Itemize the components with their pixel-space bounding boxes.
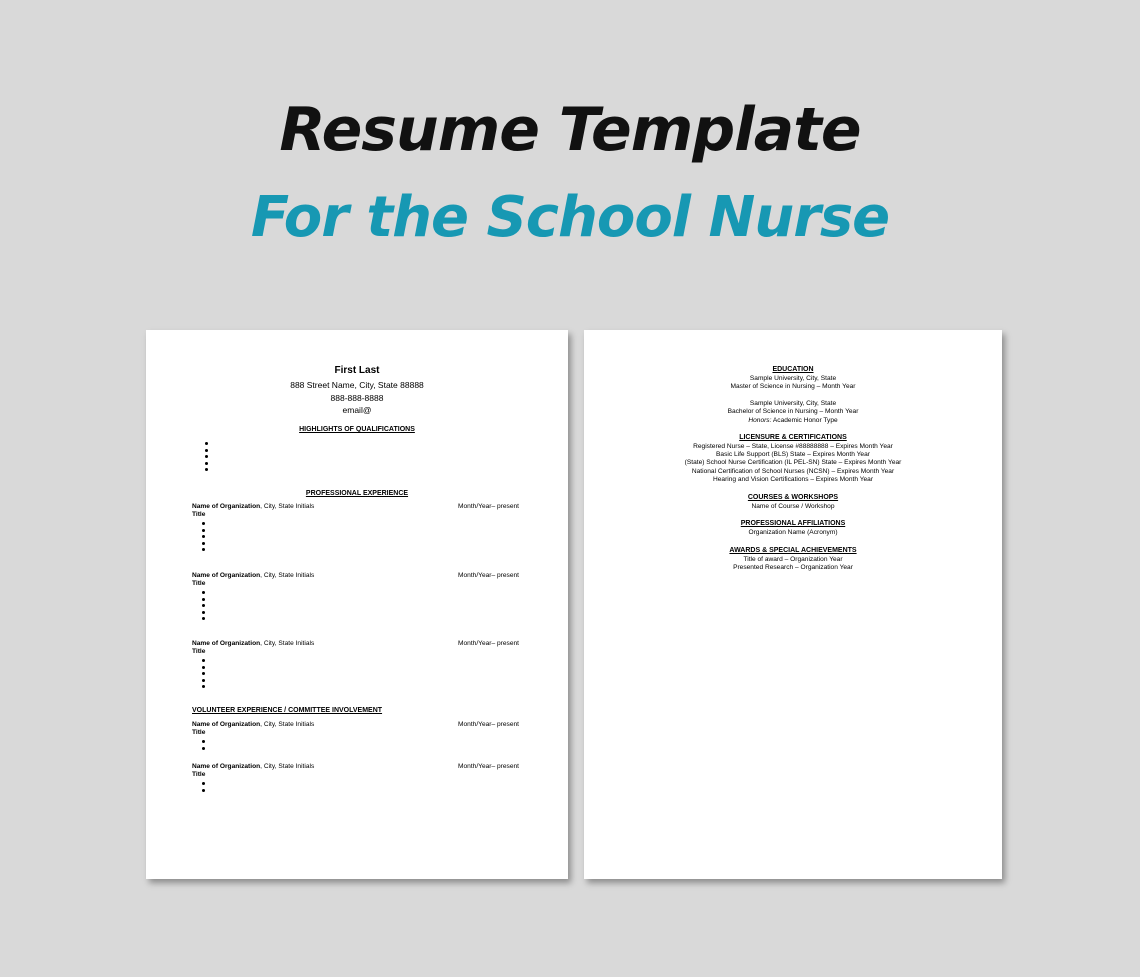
resume-address: 888 Street Name, City, State 88888 — [290, 380, 424, 390]
awards-line: Title of award – Organization Year — [743, 556, 843, 563]
organization-location: , City, State Initials — [260, 572, 315, 579]
licensure-line: (State) School Nurse Certification (IL PEL-SN) State – Expires Month Year — [684, 459, 902, 466]
banner-subtitle: For the School Nurse — [250, 185, 890, 250]
entry-date: Month/Year– present — [458, 572, 519, 579]
resume-phone: 888-888-8888 — [330, 393, 384, 403]
education-heading: EDUCATION — [772, 366, 814, 373]
resume-page-2 — [584, 330, 1002, 879]
organization-name: Name of Organization — [192, 640, 261, 647]
list-bullet — [202, 598, 205, 601]
entry-bullets — [202, 519, 205, 553]
organization-name: Name of Organization — [192, 721, 261, 728]
organization-location: , City, State Initials — [260, 503, 315, 510]
education-line: Sample University, City, State — [749, 375, 837, 382]
awards-line: Presented Research – Organization Year — [733, 564, 853, 571]
list-bullet — [202, 672, 205, 675]
list-bullet — [202, 679, 205, 682]
honors-line — [584, 417, 1002, 425]
list-bullet — [202, 740, 205, 743]
list-bullet — [202, 659, 205, 662]
highlights-bullets — [205, 439, 208, 473]
highlights-heading: HIGHLIGHTS OF QUALIFICATIONS — [299, 426, 415, 433]
list-bullet — [202, 522, 205, 525]
education-line: Bachelor of Science in Nursing – Month Year — [727, 408, 859, 415]
list-bullet — [202, 542, 205, 545]
entry-date: Month/Year– present — [458, 721, 519, 728]
list-bullet — [202, 782, 205, 785]
list-bullet — [202, 685, 205, 688]
affiliations-line: Organization Name (Acronym) — [748, 529, 838, 536]
affiliations-heading: PROFESSIONAL AFFILIATIONS — [740, 520, 846, 527]
courses-heading: COURSES & WORKSHOPS — [747, 494, 839, 501]
organization-name: Name of Organization — [192, 503, 261, 510]
entry-bullets — [202, 656, 205, 690]
list-bullet — [202, 591, 205, 594]
banner-title: Resume Template — [279, 95, 861, 165]
entry-date: Month/Year– present — [458, 763, 519, 770]
organization-location: , City, State Initials — [260, 721, 315, 728]
entry-title: Title — [192, 511, 206, 518]
honors-label: Honors: — [748, 417, 772, 424]
entry-bullets — [202, 588, 205, 622]
list-bullet — [202, 604, 205, 607]
licensure-line: Hearing and Vision Certifications – Expires Month Year — [712, 476, 874, 483]
entry-title: Title — [192, 580, 206, 587]
list-bullet — [202, 548, 205, 551]
honors-value: Academic Honor Type — [771, 417, 838, 424]
licensure-line: National Certification of School Nurses (NCSN) – Expires Month Year — [691, 468, 895, 475]
licensure-heading: LICENSURE & CERTIFICATIONS — [739, 434, 847, 441]
list-bullet — [205, 442, 208, 445]
experience-heading: PROFESSIONAL EXPERIENCE — [305, 490, 409, 497]
list-bullet — [202, 529, 205, 532]
entry-title: Title — [192, 771, 206, 778]
list-bullet — [202, 535, 205, 538]
entry-bullets — [202, 737, 205, 752]
entry-title: Title — [192, 648, 206, 655]
awards-heading: AWARDS & SPECIAL ACHIEVEMENTS — [729, 547, 857, 554]
education-line: Master of Science in Nursing – Month Year — [730, 383, 856, 390]
entry-title: Title — [192, 729, 206, 736]
list-bullet — [202, 611, 205, 614]
list-bullet — [205, 468, 208, 471]
licensure-line: Registered Nurse – State, License #88888888 – Expires Month Year — [693, 443, 893, 450]
organization-location: , City, State Initials — [260, 640, 315, 647]
organization-name: Name of Organization — [192, 572, 261, 579]
list-bullet — [205, 455, 208, 458]
list-bullet — [202, 747, 205, 750]
list-bullet — [202, 617, 205, 620]
resume-name: First Last — [334, 365, 380, 376]
list-bullet — [202, 789, 205, 792]
organization-name: Name of Organization — [192, 763, 261, 770]
resume-page-1 — [146, 330, 568, 879]
volunteer-heading: VOLUNTEER EXPERIENCE / COMMITTEE INVOLVEMENT — [192, 707, 383, 714]
organization-location: , City, State Initials — [260, 763, 315, 770]
resume-email: email@ — [342, 405, 372, 415]
education-line: Sample University, City, State — [749, 400, 837, 407]
list-bullet — [205, 462, 208, 465]
entry-date: Month/Year– present — [458, 503, 519, 510]
entry-bullets — [202, 779, 205, 794]
list-bullet — [202, 666, 205, 669]
courses-line: Name of Course / Workshop — [751, 503, 835, 510]
licensure-line: Basic Life Support (BLS) State – Expires Month Year — [716, 451, 870, 458]
entry-date: Month/Year– present — [458, 640, 519, 647]
list-bullet — [205, 449, 208, 452]
